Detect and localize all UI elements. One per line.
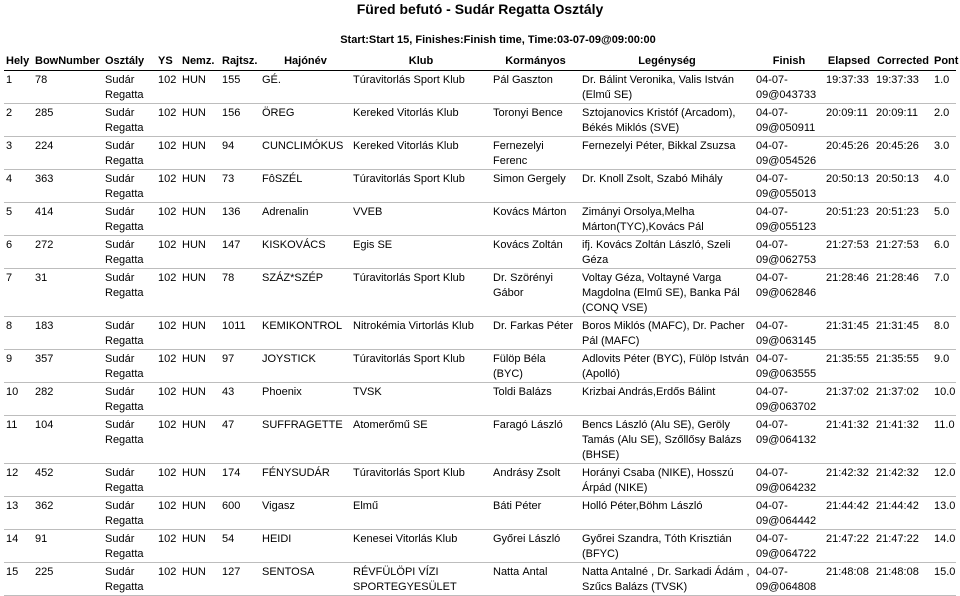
cell-hely: 7 <box>6 272 13 284</box>
cell-klub: Kereked Vitorlás Klub <box>353 140 459 152</box>
table-header-row <box>4 52 956 71</box>
cell-osztaly: Sudár Regatta <box>105 107 144 134</box>
cell-nemz: HUN <box>182 206 206 218</box>
cell-finish: 04-07-09@064722 <box>756 533 817 560</box>
table-row <box>4 530 956 563</box>
cell-hajonev: Phoenix <box>262 386 302 398</box>
cell-legenyseg: Győrei Szandra, Tóth Krisztián (BFYC) <box>582 533 732 560</box>
cell-corrected: 19:37:33 <box>876 74 919 86</box>
cell-legenyseg: Dr. Bálint Veronika, Valis István (Elmű SE) <box>582 74 735 101</box>
cell-klub: Egis SE <box>353 239 393 251</box>
cell-nemz: HUN <box>182 419 206 431</box>
cell-bownumber: 104 <box>35 419 54 431</box>
cell-ys: 102 <box>158 140 177 152</box>
cell-elapsed: 20:09:11 <box>826 107 869 119</box>
cell-hely: 14 <box>6 533 19 545</box>
cell-ys: 102 <box>158 74 177 86</box>
cell-finish: 04-07-09@054526 <box>756 140 817 167</box>
cell-osztaly: Sudár Regatta <box>105 239 144 266</box>
cell-klub: Túravitorlás Sport Klub <box>353 173 465 185</box>
col-header-rajtsz[interactable]: Rajtsz. <box>222 55 258 67</box>
table-row <box>4 464 956 497</box>
cell-klub: Elmű <box>353 500 379 512</box>
table-row <box>4 497 956 530</box>
col-header-finish[interactable]: Finish <box>772 55 806 67</box>
cell-klub: Kenesei Vitorlás Klub <box>353 533 458 545</box>
cell-kormanyos: Toronyi Bence <box>493 107 563 119</box>
cell-corrected: 21:37:02 <box>876 386 919 398</box>
cell-rajtsz: 43 <box>222 386 235 398</box>
cell-rajtsz: 97 <box>222 353 235 365</box>
cell-elapsed: 21:42:32 <box>826 467 869 479</box>
cell-klub: Kereked Vitorlás Klub <box>353 107 459 119</box>
cell-elapsed: 20:51:23 <box>826 206 869 218</box>
cell-osztaly: Sudár Regatta <box>105 533 144 560</box>
cell-pont: 11.0 <box>934 419 955 431</box>
cell-kormanyos: Toldi Balázs <box>493 386 552 398</box>
cell-hajonev: KEMIKONTROL <box>262 320 343 332</box>
cell-hely: 2 <box>6 107 13 119</box>
cell-hajonev: CUNCLIMÓKUS <box>262 140 344 152</box>
cell-klub: VVEB <box>353 206 383 218</box>
cell-legenyseg: Bencs László (Alu SE), Geröly Tamás (Alu SE), Szőllősy Balázs (BHSE) <box>582 419 742 461</box>
cell-kormanyos: Báti Péter <box>493 500 542 512</box>
cell-hely: 3 <box>6 140 13 152</box>
page-subtitle: Start:Start 15, Finishes:Finish time, Time:03-07-09@09:00:00 <box>340 34 656 46</box>
table-row <box>4 350 956 383</box>
cell-finish: 04-07-09@055123 <box>756 206 817 233</box>
cell-legenyseg: Fernezelyi Péter, Bikkal Zsuzsa <box>582 140 736 152</box>
table-row <box>4 416 956 464</box>
cell-kormanyos: Kovács Zoltán <box>493 239 563 251</box>
table-row <box>4 269 956 317</box>
cell-hajonev: GÉ. <box>262 74 281 86</box>
cell-bownumber: 452 <box>35 467 54 479</box>
cell-bownumber: 357 <box>35 353 54 365</box>
cell-bownumber: 285 <box>35 107 54 119</box>
cell-kormanyos: Győrei László <box>493 533 561 545</box>
cell-elapsed: 20:50:13 <box>826 173 869 185</box>
page-title: Füred befutó - Sudár Regatta Osztály <box>356 1 604 17</box>
cell-corrected: 21:35:55 <box>876 353 919 365</box>
cell-elapsed: 21:28:46 <box>826 272 869 284</box>
cell-hely: 10 <box>6 386 19 398</box>
cell-pont: 5.0 <box>934 206 950 218</box>
cell-osztaly: Sudár Regatta <box>105 467 144 494</box>
cell-nemz: HUN <box>182 239 206 251</box>
cell-ys: 102 <box>158 467 177 479</box>
cell-corrected: 21:44:42 <box>876 500 919 512</box>
col-header-legenyseg[interactable]: Legénység <box>638 55 696 67</box>
cell-finish: 04-07-09@050911 <box>756 107 816 134</box>
cell-elapsed: 21:27:53 <box>826 239 869 251</box>
cell-hajonev: SENTOSA <box>262 566 315 578</box>
cell-elapsed: 21:41:32 <box>826 419 869 431</box>
table-row <box>4 203 956 236</box>
cell-klub: Atomerőmű SE <box>353 419 428 431</box>
cell-pont: 15.0 <box>934 566 956 578</box>
cell-bownumber: 362 <box>35 500 54 512</box>
cell-finish: 04-07-09@062753 <box>756 239 817 266</box>
cell-ys: 102 <box>158 386 177 398</box>
cell-pont: 14.0 <box>934 533 956 545</box>
cell-finish: 04-07-09@063555 <box>756 353 817 380</box>
cell-nemz: HUN <box>182 140 206 152</box>
table-row <box>4 236 956 269</box>
cell-corrected: 21:28:46 <box>876 272 919 284</box>
cell-ys: 102 <box>158 533 177 545</box>
cell-klub: TVSK <box>353 386 382 398</box>
cell-osztaly: Sudár Regatta <box>105 272 144 299</box>
cell-elapsed: 21:48:08 <box>826 566 869 578</box>
cell-rajtsz: 78 <box>222 272 235 284</box>
cell-legenyseg: Krizbai András,Erdős Bálint <box>582 386 716 398</box>
cell-nemz: HUN <box>182 353 206 365</box>
cell-elapsed: 19:37:33 <box>826 74 869 86</box>
table-row <box>4 563 956 596</box>
cell-ys: 102 <box>158 566 177 578</box>
cell-nemz: HUN <box>182 173 206 185</box>
cell-hajonev: FÉNYSUDÁR <box>262 467 330 479</box>
cell-elapsed: 20:45:26 <box>826 140 869 152</box>
cell-nemz: HUN <box>182 533 206 545</box>
cell-ys: 102 <box>158 239 177 251</box>
results-table <box>4 52 959 596</box>
cell-corrected: 21:42:32 <box>876 467 919 479</box>
cell-ys: 102 <box>158 353 177 365</box>
cell-nemz: HUN <box>182 272 206 284</box>
cell-pont: 6.0 <box>934 239 950 251</box>
cell-kormanyos: Nattа Antal <box>493 566 548 578</box>
cell-rajtsz: 127 <box>222 566 241 578</box>
cell-hajonev: ÖREG <box>262 107 295 119</box>
cell-corrected: 20:45:26 <box>876 140 919 152</box>
cell-hajonev: Vigasz <box>262 500 295 512</box>
cell-osztaly: Sudár Regatta <box>105 320 144 347</box>
cell-hely: 1 <box>6 74 13 86</box>
cell-rajtsz: 47 <box>222 419 235 431</box>
cell-klub: Nitrokémia Virtorlás Klub <box>353 320 474 332</box>
cell-bownumber: 225 <box>35 566 54 578</box>
cell-corrected: 20:09:11 <box>876 107 919 119</box>
cell-ys: 102 <box>158 419 177 431</box>
table-row <box>4 104 956 137</box>
col-header-pont[interactable]: Pont <box>934 55 959 67</box>
cell-osztaly: Sudár Regatta <box>105 173 144 200</box>
table-row <box>4 383 956 416</box>
cell-rajtsz: 73 <box>222 173 235 185</box>
cell-kormanyos: Kovács Márton <box>493 206 567 218</box>
cell-hely: 4 <box>6 173 13 185</box>
cell-ys: 102 <box>158 107 177 119</box>
cell-finish: 04-07-09@064808 <box>756 566 817 593</box>
cell-ys: 102 <box>158 173 177 185</box>
cell-osztaly: Sudár Regatta <box>105 74 144 101</box>
cell-rajtsz: 147 <box>222 239 241 251</box>
cell-legenyseg: Adlovits Péter (BYC), Fülöp István (Apolló) <box>582 353 749 380</box>
cell-bownumber: 363 <box>35 173 54 185</box>
cell-osztaly: Sudár Regatta <box>105 206 144 233</box>
cell-klub: Túravitorlás Sport Klub <box>353 272 465 284</box>
cell-elapsed: 21:35:55 <box>826 353 869 365</box>
cell-kormanyos: Fülöp Béla (BYC) <box>493 353 546 380</box>
cell-kormanyos: Faragó László <box>493 419 563 431</box>
cell-legenyseg: Zimányi Orsolya,Melha Márton(TYC),Kovács Pál <box>582 206 704 233</box>
cell-hely: 13 <box>6 500 19 512</box>
cell-nemz: HUN <box>182 386 206 398</box>
cell-nemz: HUN <box>182 566 206 578</box>
results-body <box>4 71 956 596</box>
cell-hajonev: HEIDI <box>262 533 292 545</box>
cell-bownumber: 282 <box>35 386 54 398</box>
cell-ys: 102 <box>158 320 177 332</box>
cell-pont: 8.0 <box>934 320 950 332</box>
col-header-osztaly[interactable]: Osztály <box>105 55 145 67</box>
cell-klub: Túravitorlás Sport Klub <box>353 467 465 479</box>
cell-kormanyos: Simon Gergely <box>493 173 566 185</box>
cell-nemz: HUN <box>182 320 206 332</box>
col-header-hajonev[interactable]: Hajónév <box>284 55 327 67</box>
cell-rajtsz: 94 <box>222 140 235 152</box>
cell-nemz: HUN <box>182 107 206 119</box>
cell-hely: 9 <box>6 353 13 365</box>
cell-hajonev: SUFFRAGETTE <box>262 419 343 431</box>
cell-hajonev: KISKOVÁCS <box>262 239 326 251</box>
cell-bownumber: 224 <box>35 140 54 152</box>
cell-elapsed: 21:47:22 <box>826 533 869 545</box>
cell-elapsed: 21:31:45 <box>826 320 869 332</box>
cell-legenyseg: Dr. Knoll Zsolt, Szabó Mihály <box>582 173 723 185</box>
cell-hajonev: Adrenalin <box>262 206 309 218</box>
cell-kormanyos: Dr. Farkas Péter <box>493 320 574 332</box>
cell-bownumber: 272 <box>35 239 54 251</box>
cell-pont: 2.0 <box>934 107 950 119</box>
cell-bownumber: 183 <box>35 320 54 332</box>
cell-corrected: 21:27:53 <box>876 239 919 251</box>
cell-rajtsz: 155 <box>222 74 241 86</box>
cell-legenyseg: ifj. Kovács Zoltán László, Szeli Géza <box>582 239 731 266</box>
cell-hely: 12 <box>6 467 19 479</box>
cell-finish: 04-07-09@064132 <box>756 419 817 446</box>
table-row <box>4 71 956 104</box>
cell-finish: 04-07-09@063702 <box>756 386 817 413</box>
cell-ys: 102 <box>158 500 177 512</box>
col-header-hely[interactable]: Hely <box>6 55 30 67</box>
cell-kormanyos: Fernezelyi Ferenc <box>493 140 544 167</box>
col-header-nemz[interactable]: Nemz. <box>182 55 215 67</box>
cell-bownumber: 78 <box>35 74 48 86</box>
cell-kormanyos: Andrásy Zsolt <box>493 467 561 479</box>
cell-bownumber: 91 <box>35 533 48 545</box>
cell-corrected: 21:48:08 <box>876 566 919 578</box>
cell-klub: Túravitorlás Sport Klub <box>353 353 465 365</box>
cell-corrected: 21:31:45 <box>876 320 919 332</box>
cell-rajtsz: 136 <box>222 206 241 218</box>
cell-finish: 04-07-09@043733 <box>756 74 817 101</box>
cell-kormanyos: Dr. Szörényi Gábor <box>493 272 553 299</box>
cell-hely: 15 <box>6 566 19 578</box>
cell-pont: 7.0 <box>934 272 950 284</box>
cell-elapsed: 21:37:02 <box>826 386 869 398</box>
cell-bownumber: 31 <box>35 272 48 284</box>
cell-pont: 1.0 <box>934 74 950 86</box>
cell-pont: 10.0 <box>934 386 956 398</box>
cell-legenyseg: Horányi Csaba (NIKE), Hosszú Árpád (NIKE) <box>582 467 734 494</box>
table-row <box>4 137 956 170</box>
cell-corrected: 21:41:32 <box>876 419 919 431</box>
cell-finish: 04-07-09@064442 <box>756 500 817 527</box>
col-header-klub[interactable]: Klub <box>408 55 434 67</box>
cell-elapsed: 21:44:42 <box>826 500 869 512</box>
cell-osztaly: Sudár Regatta <box>105 419 144 446</box>
cell-rajtsz: 54 <box>222 533 235 545</box>
cell-hajonev: JOYSTICK <box>262 353 316 365</box>
cell-klub: RÉVFÜLÖPI VÍZI SPORTEGYESÜLET <box>353 566 457 593</box>
cell-bownumber: 414 <box>35 206 54 218</box>
cell-kormanyos: Pál Gaszton <box>493 74 553 86</box>
cell-pont: 4.0 <box>934 173 950 185</box>
cell-pont: 13.0 <box>934 500 956 512</box>
cell-osztaly: Sudár Regatta <box>105 566 144 593</box>
cell-hely: 6 <box>6 239 13 251</box>
cell-legenyseg: Boros Miklós (MAFC), Dr. Pacher Pál (MAFC) <box>582 320 745 347</box>
cell-finish: 04-07-09@063145 <box>756 320 817 347</box>
col-header-bownumber[interactable]: BowNumber <box>35 55 100 67</box>
cell-corrected: 21:47:22 <box>876 533 919 545</box>
cell-nemz: HUN <box>182 467 206 479</box>
cell-ys: 102 <box>158 206 177 218</box>
cell-rajtsz: 600 <box>222 500 241 512</box>
cell-legenyseg: Sztojanovics Kristóf (Arcadom), Békés Miklós (SVE) <box>582 107 736 134</box>
cell-corrected: 20:50:13 <box>876 173 919 185</box>
col-header-kormanyos[interactable]: Kormányos <box>505 55 566 67</box>
cell-rajtsz: 1011 <box>222 320 246 332</box>
cell-osztaly: Sudár Regatta <box>105 500 144 527</box>
col-header-corrected[interactable]: Corrected <box>877 55 929 67</box>
col-header-elapsed[interactable]: Elapsed <box>827 55 871 67</box>
cell-finish: 04-07-09@062846 <box>756 272 817 299</box>
cell-legenyseg: Holló Péter,Böhm László <box>582 500 703 512</box>
cell-legenyseg: Voltay Géza, Voltayné Varga Magdolna (Elmű SE), Banka Pál (CONQ VSE) <box>582 272 740 314</box>
cell-nemz: HUN <box>182 500 206 512</box>
cell-klub: Túravitorlás Sport Klub <box>353 74 465 86</box>
cell-corrected: 20:51:23 <box>876 206 919 218</box>
cell-pont: 3.0 <box>934 140 950 152</box>
cell-nemz: HUN <box>182 74 206 86</box>
cell-ys: 102 <box>158 272 177 284</box>
cell-hely: 8 <box>6 320 13 332</box>
cell-hajonev: FôSZÉL <box>262 173 303 185</box>
cell-hely: 11 <box>6 419 18 431</box>
cell-pont: 12.0 <box>934 467 956 479</box>
cell-osztaly: Sudár Regatta <box>105 353 144 380</box>
cell-hely: 5 <box>6 206 13 218</box>
cell-rajtsz: 174 <box>222 467 241 479</box>
table-row <box>4 317 956 350</box>
cell-legenyseg: Natta Antalné , Dr. Sarkadi Ádám , Szűcs Balázs (TVSK) <box>582 566 750 593</box>
cell-hajonev: SZÁZ*SZÉP <box>262 272 324 284</box>
cell-finish: 04-07-09@064232 <box>756 467 817 494</box>
cell-pont: 9.0 <box>934 353 950 365</box>
cell-rajtsz: 156 <box>222 107 241 119</box>
col-header-ys[interactable]: YS <box>158 55 173 67</box>
cell-osztaly: Sudár Regatta <box>105 140 144 167</box>
table-row <box>4 170 956 203</box>
cell-osztaly: Sudár Regatta <box>105 386 144 413</box>
cell-finish: 04-07-09@055013 <box>756 173 817 200</box>
